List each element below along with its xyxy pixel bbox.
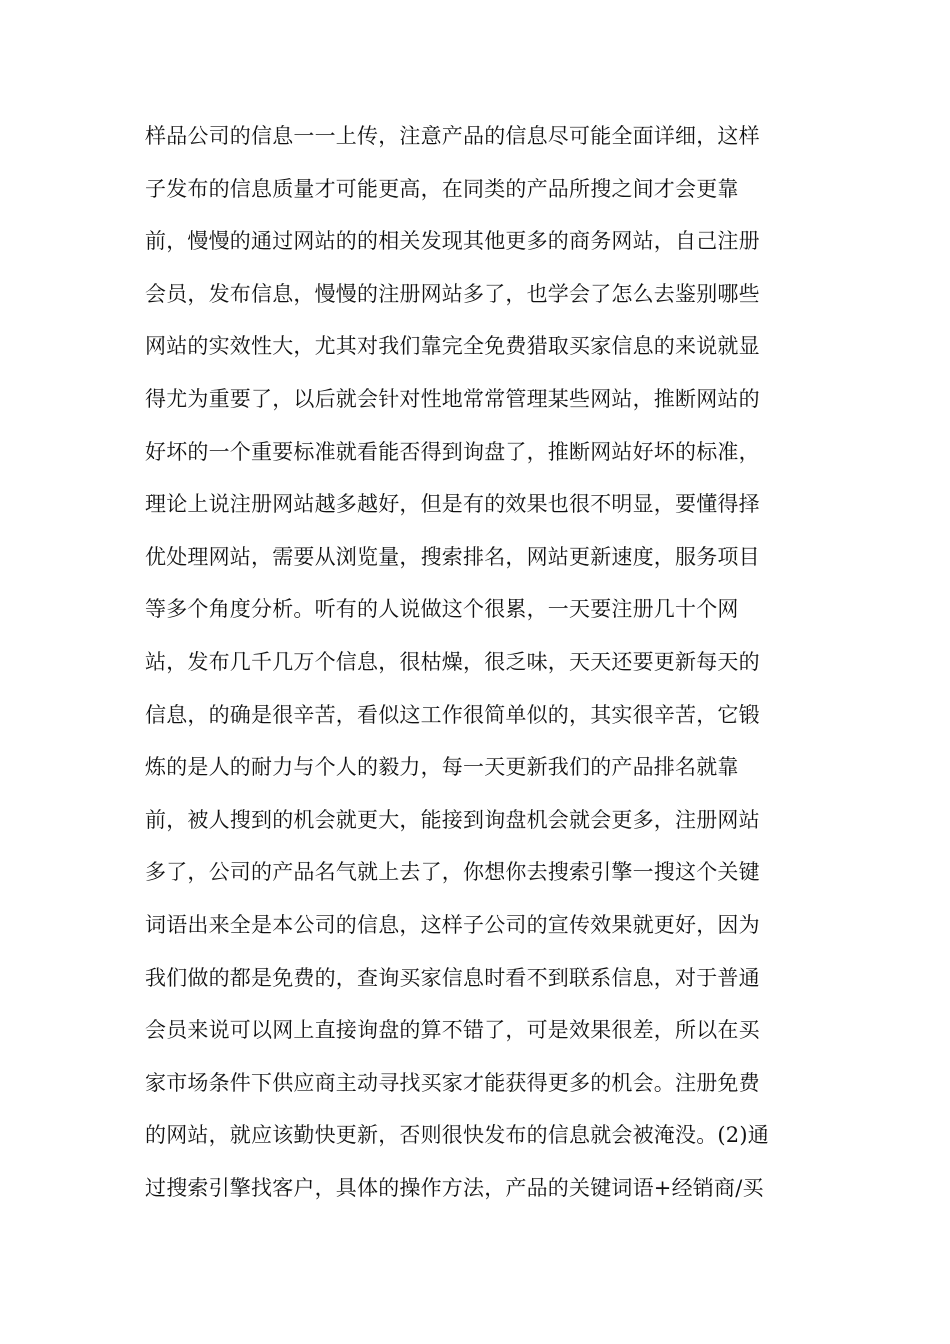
text-line: 词语出来全是本公司的信息，这样子公司的宣传效果就更好，因为 <box>145 912 760 937</box>
text-line: 优处理网站，需要从浏览量，搜索排名，网站更新速度，服务项目 <box>145 544 760 569</box>
text-line: 过搜索引擎找客户，具体的操作方法，产品的关键词语+经销商/买 <box>145 1175 764 1200</box>
text-line: 多了，公司的产品名气就上去了，你想你去搜索引擎一搜这个关键 <box>145 860 760 885</box>
text-line: 好坏的一个重要标准就看能否得到询盘了，推断网站好坏的标准， <box>145 439 760 464</box>
text-line: 网站的实效性大，尤其对我们靠完全免费猎取买家信息的来说就显 <box>145 334 760 359</box>
text-line: 会员来说可以网上直接询盘的算不错了，可是效果很差，所以在买 <box>145 1018 760 1043</box>
text-line: 前，被人搜到的机会就更大，能接到询盘机会就会更多，注册网站 <box>145 807 760 832</box>
text-line: 等多个角度分析。听有的人说做这个很累，一天要注册几十个网 <box>145 597 739 622</box>
text-line: 信息，的确是很辛苦，看似这工作很简单似的，其实很辛苦，它锻 <box>145 702 760 727</box>
text-line: 得尤为重要了，以后就会针对性地常常管理某些网站，推断网站的 <box>145 386 760 411</box>
text-line: 家市场条件下供应商主动寻找买家才能获得更多的机会。注册免费 <box>145 1070 760 1095</box>
text-line: 理论上说注册网站越多越好，但是有的效果也很不明显，要懂得择 <box>145 492 760 517</box>
text-line: 会员，发布信息，慢慢的注册网站多了，也学会了怎么去鉴别哪些 <box>145 281 760 306</box>
text-line: 样品公司的信息一一上传，注意产品的信息尽可能全面详细，这样 <box>145 124 760 148</box>
text-line: 前，慢慢的通过网站的的相关发现其他更多的商务网站，自己注册 <box>145 229 760 254</box>
text-line: 站，发布几千几万个信息，很枯燥，很乏味，天天还要更新每天的 <box>145 649 760 674</box>
text-line: 子发布的信息质量才可能更高，在同类的产品所搜之间才会更靠 <box>145 176 739 201</box>
body-text <box>145 114 805 1218</box>
text-line: 我们做的都是免费的，查询买家信息时看不到联系信息，对于普通 <box>145 965 760 990</box>
text-line: 炼的是人的耐力与个人的毅力，每一天更新我们的产品排名就靠 <box>145 755 739 780</box>
text-line: 的网站，就应该勤快更新，否则很快发布的信息就会被淹没。(2)通 <box>145 1123 769 1148</box>
